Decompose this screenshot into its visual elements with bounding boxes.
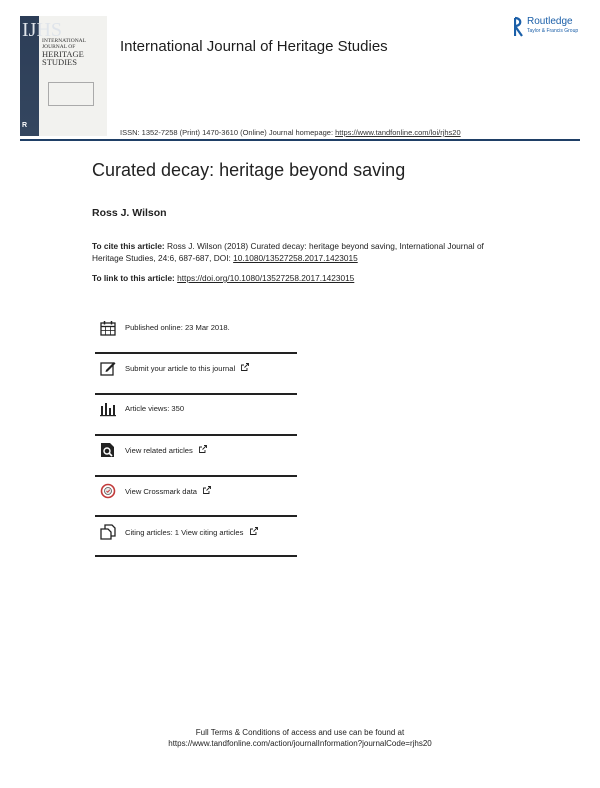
related-articles-text[interactable]: View related articles (125, 446, 193, 455)
bar-chart-icon (100, 401, 116, 417)
routledge-logo-icon (514, 16, 524, 38)
cover-publisher-logo: R (22, 122, 28, 129)
citing-articles-item[interactable] (100, 524, 297, 565)
published-online-item (100, 320, 297, 361)
related-articles-label[interactable] (125, 445, 207, 455)
cite-doi-link[interactable]: 10.1080/13527258.2017.1423015 (233, 253, 358, 263)
external-link-icon (199, 445, 207, 453)
citing-articles-label[interactable] (125, 527, 258, 537)
journal-title: International Journal of Heritage Studies (120, 38, 388, 55)
cover-small-text: INTERNATIONAL JOURNAL OF (42, 38, 86, 50)
crossmark-item[interactable] (100, 483, 297, 524)
item-divider (95, 393, 297, 395)
calendar-icon (100, 320, 116, 336)
header-divider (20, 139, 580, 141)
submit-article-item[interactable] (100, 360, 297, 401)
item-divider (95, 352, 297, 354)
crossmark-icon (100, 483, 116, 499)
crossmark-label[interactable] (125, 486, 211, 496)
publisher-name: Routledge (527, 16, 573, 27)
related-articles-item[interactable] (100, 442, 297, 483)
external-link-icon (250, 527, 258, 535)
item-divider (95, 434, 297, 436)
cover-illustration (48, 82, 94, 106)
journal-cover (20, 16, 107, 136)
journal-homepage-link[interactable]: https://www.tandfonline.com/loi/rjhs20 (335, 128, 461, 137)
article-views-label: Article views: 350 (125, 404, 185, 413)
issn-line (120, 128, 461, 137)
external-link-icon (241, 363, 249, 371)
footer-terms-text: Full Terms & Conditions of access and use can be found at (195, 728, 405, 737)
article-link-block (92, 273, 354, 283)
citing-articles-text[interactable]: Citing articles: 1 View citing articles (125, 528, 244, 537)
published-online-label: Published online: 23 Mar 2018. (125, 323, 230, 332)
article-title: Curated decay: heritage beyond saving (92, 160, 406, 180)
submit-article-label[interactable] (125, 363, 249, 373)
crossmark-text[interactable]: View Crossmark data (125, 487, 198, 496)
issn-text: ISSN: 1352-7258 (Print) 1470-3610 (Online) Journal homepage: (120, 128, 334, 137)
item-divider (95, 475, 297, 477)
footer (0, 727, 600, 749)
external-link-icon (203, 486, 211, 494)
citation-block (92, 240, 512, 264)
related-articles-icon (100, 442, 116, 458)
link-label: To link to this article: (92, 273, 175, 283)
footer-terms-link[interactable]: https://www.tandfonline.com/action/journalInformation?journalCode=rjhs20 (168, 739, 432, 748)
cite-label: To cite this article: (92, 241, 165, 251)
item-divider (95, 555, 297, 557)
article-author: Ross J. Wilson (92, 207, 167, 219)
citing-articles-icon (100, 524, 116, 540)
item-divider (95, 515, 297, 517)
edit-icon (100, 360, 116, 376)
article-views-item (100, 401, 297, 442)
publisher-tagline: Taylor & Francis Group (527, 28, 579, 34)
cite-text: Ross J. Wilson (2018) Curated decay: heritage beyond saving, International Journal of Heritage Studies, 24:6, 687-687, DOI: (92, 241, 484, 263)
cover-abbr: IJHS (22, 19, 63, 41)
cover-big-text: HERITAGE STUDIES (42, 49, 84, 67)
article-doi-link[interactable]: https://doi.org/10.1080/13527258.2017.1423015 (177, 273, 355, 283)
submit-article-text[interactable]: Submit your article to this journal (125, 364, 236, 373)
